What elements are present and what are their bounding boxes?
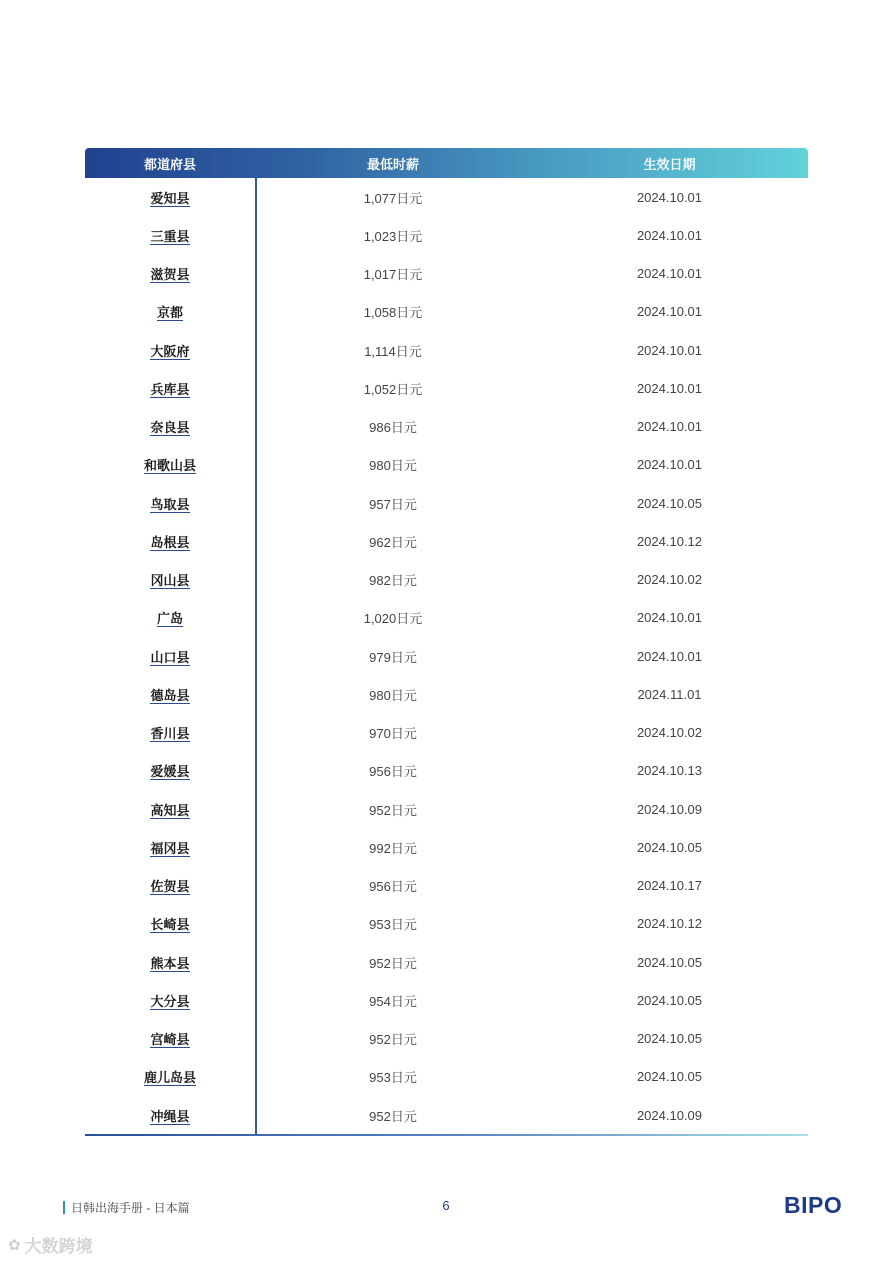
cell-wage: 956日元 [369,879,417,895]
cell-date: 2024.10.13 [636,763,703,779]
table-row [85,905,808,943]
cell-wage: 952日元 [369,802,417,818]
prefecture-name: 福冈县 [150,840,190,856]
prefecture-name: 宫崎县 [150,1032,190,1048]
prefecture-name: 爱知县 [150,190,190,206]
table-row [85,675,808,713]
minimum-wage-table [85,148,808,1135]
cell-date: 2024.10.01 [636,266,703,282]
prefecture-name: 德岛县 [150,687,190,703]
cell-date: 2024.10.01 [636,380,703,396]
cell-wage: 1,020日元 [363,611,423,627]
table-row [85,1058,808,1096]
prefecture-name: 岛根县 [150,534,190,550]
bipo-logo: BIPO [784,1192,843,1218]
cell-wage: 954日元 [369,993,417,1009]
cell-prefecture [85,838,255,857]
table-row [85,561,808,599]
cell-wage: 986日元 [369,420,417,436]
page-number: 6 [442,1198,450,1213]
table-row [85,714,808,752]
watermark [8,1232,93,1257]
table-row [85,255,808,293]
cell-date: 2024.10.12 [636,533,703,549]
cell-date: 2024.10.01 [636,610,703,626]
cell-prefecture [85,761,255,780]
cell-date: 2024.10.05 [636,992,703,1008]
table-row [85,522,808,560]
cell-prefecture [85,953,255,972]
table-row [85,867,808,905]
prefecture-name: 长崎县 [150,917,190,933]
cell-date: 2024.10.01 [636,457,703,473]
prefecture-name: 爱媛县 [150,764,190,780]
cell-date: 2024.10.05 [636,954,703,970]
cell-date: 2024.10.05 [636,839,703,855]
cell-prefecture [85,1106,255,1125]
cell-wage: 956日元 [369,764,417,780]
cell-date: 2024.10.05 [636,495,703,511]
cell-wage: 1,017日元 [363,267,423,283]
cell-prefecture [85,264,255,283]
prefecture-name: 冈山县 [150,573,190,589]
cell-date: 2024.10.02 [636,572,703,588]
table-row [85,369,808,407]
prefecture-name: 和歌山县 [143,458,196,474]
cell-wage: 957日元 [369,496,417,512]
cell-wage: 992日元 [369,840,417,856]
cell-wage: 980日元 [369,458,417,474]
table-header [85,148,808,178]
prefecture-name: 鸟取县 [150,496,190,512]
footer-title [63,1199,190,1216]
watermark-text: 大数跨境 [24,1237,93,1256]
cell-prefecture [85,455,255,474]
cell-wage: 1,058日元 [363,305,423,321]
cell-wage: 1,114日元 [364,343,422,359]
table-row [85,331,808,369]
table-row [85,1096,808,1134]
header-date: 生效日期 [643,156,696,172]
cell-prefecture [85,226,255,245]
cell-prefecture [85,570,255,589]
cell-wage: 982日元 [369,573,417,589]
table-row [85,943,808,981]
cell-wage: 970日元 [369,726,417,742]
cell-prefecture [85,800,255,819]
cell-date: 2024.10.17 [636,878,703,894]
kco-logo-icon: ✿ [8,1236,21,1254]
cell-prefecture [85,341,255,360]
table-row [85,484,808,522]
cell-date: 2024.10.01 [636,304,703,320]
header-prefecture: 都道府县 [143,156,196,172]
cell-prefecture [85,302,255,321]
cell-prefecture [85,379,255,398]
cell-date: 2024.11.01 [637,686,702,702]
table-row [85,1020,808,1058]
cell-prefecture [85,494,255,513]
cell-prefecture [85,608,255,627]
prefecture-name: 香川县 [150,726,190,742]
cell-prefecture [85,876,255,895]
table-row [85,981,808,1019]
footer-accent-bar [63,1201,65,1214]
prefecture-name: 三重县 [150,228,190,244]
cell-wage: 953日元 [369,1070,417,1086]
cell-wage: 952日元 [369,1032,417,1048]
cell-wage: 1,052日元 [363,381,423,397]
prefecture-name: 奈良县 [150,420,190,436]
table-body [85,178,808,1135]
table-row [85,446,808,484]
prefecture-name: 京都 [156,305,183,321]
prefecture-name: 大分县 [150,993,190,1009]
cell-wage: 952日元 [369,1108,417,1124]
cell-date: 2024.10.09 [636,801,703,817]
prefecture-name: 广岛 [156,611,183,627]
prefecture-name: 高知县 [150,802,190,818]
prefecture-name: 兵库县 [150,381,190,397]
cell-prefecture [85,647,255,666]
prefecture-name: 冲绳县 [150,1108,190,1124]
cell-prefecture [85,188,255,207]
cell-date: 2024.10.01 [636,342,703,358]
cell-prefecture [85,532,255,551]
cell-wage: 1,077日元 [363,190,423,206]
table-row [85,293,808,331]
cell-date: 2024.10.01 [636,648,703,664]
cell-date: 2024.10.01 [636,419,703,435]
prefecture-name: 鹿儿岛县 [143,1070,196,1086]
cell-prefecture [85,991,255,1010]
prefecture-name: 佐贺县 [150,879,190,895]
table-row [85,216,808,254]
cell-prefecture [85,685,255,704]
cell-wage: 1,023日元 [363,228,423,244]
cell-wage: 953日元 [369,917,417,933]
cell-wage: 979日元 [369,649,417,665]
prefecture-name: 滋贺县 [150,267,190,283]
cell-wage: 952日元 [369,955,417,971]
table-row [85,752,808,790]
cell-prefecture [85,1067,255,1086]
cell-date: 2024.10.01 [636,227,703,243]
cell-prefecture [85,417,255,436]
cell-date: 2024.10.12 [636,916,703,932]
cell-date: 2024.10.01 [636,189,703,205]
footer-title-text: 日韩出海手册 - 日本篇 [71,1201,190,1215]
cell-prefecture [85,914,255,933]
table-row [85,408,808,446]
cell-prefecture [85,723,255,742]
table-row [85,599,808,637]
prefecture-name: 山口县 [150,649,190,665]
cell-prefecture [85,1029,255,1048]
prefecture-name: 熊本县 [150,955,190,971]
prefecture-name: 大阪府 [150,343,190,359]
cell-date: 2024.10.05 [636,1069,703,1085]
table-row [85,790,808,828]
cell-date: 2024.10.05 [636,1031,703,1047]
table-row [85,178,808,216]
table-row [85,828,808,866]
header-wage: 最低时薪 [366,156,419,172]
cell-date: 2024.10.02 [636,725,703,741]
cell-wage: 962日元 [369,534,417,550]
cell-wage: 980日元 [369,687,417,703]
cell-date: 2024.10.09 [636,1107,703,1123]
table-row [85,637,808,675]
